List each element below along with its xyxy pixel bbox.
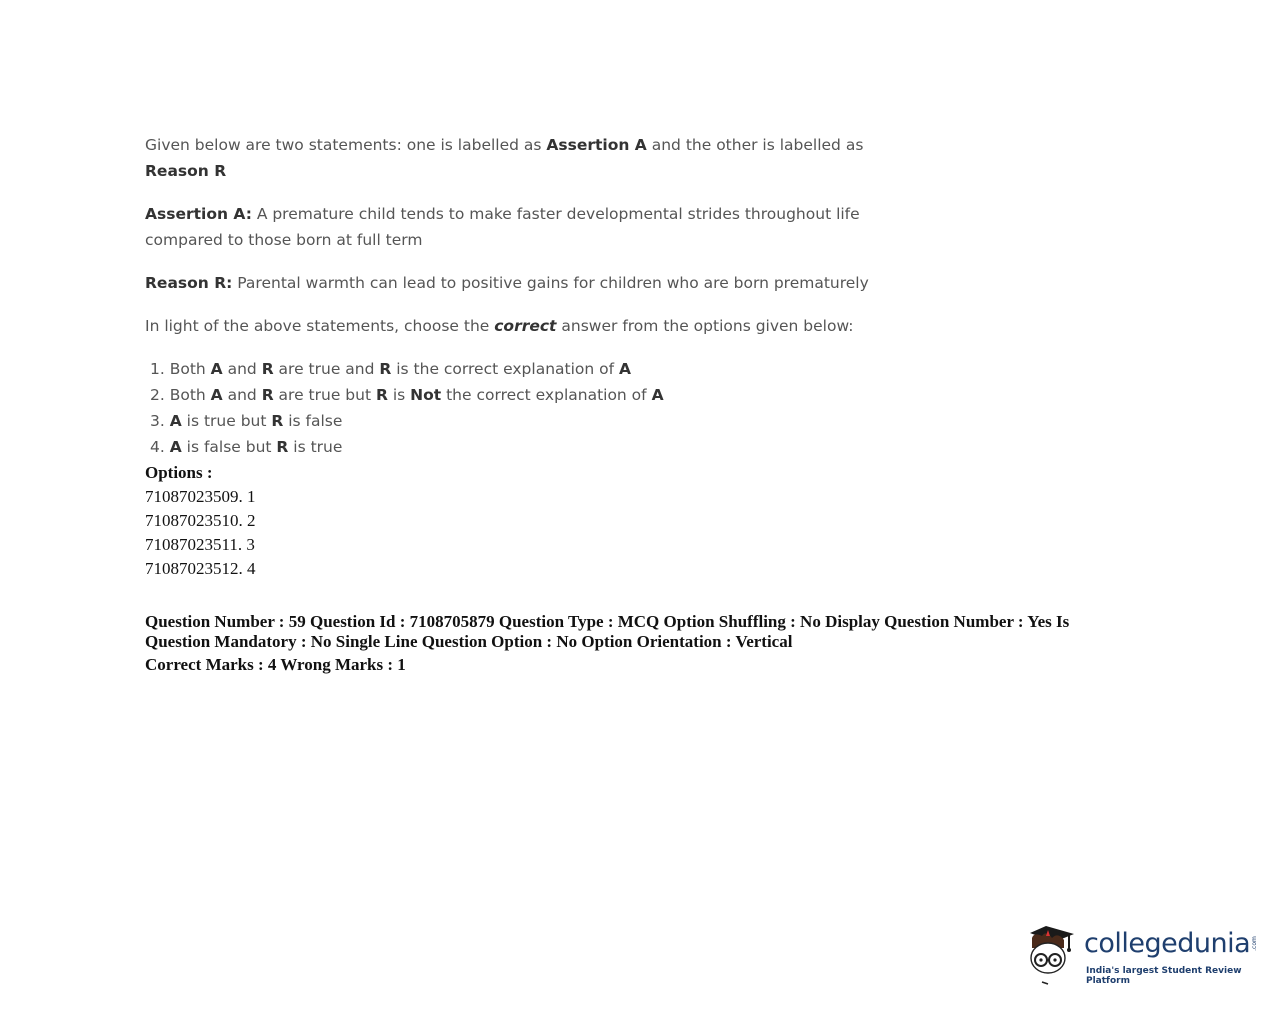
- logo-brand-text: collegedunia: [1084, 928, 1251, 959]
- assertion-statement: [145, 201, 905, 253]
- choice-bold: R: [261, 386, 274, 404]
- choice-text: are true and: [273, 360, 380, 378]
- choice-text: the correct explanation of: [441, 386, 652, 404]
- question-meta: [145, 612, 1105, 675]
- choice-bold: A: [619, 360, 631, 378]
- choice-text: is true: [288, 438, 343, 456]
- choice-bold: A: [210, 386, 223, 404]
- choice-bold: A: [651, 386, 664, 404]
- logo-tagline: India's largest Student Review Platform: [1086, 966, 1242, 986]
- choice-text: is the correct explanation of: [391, 360, 619, 378]
- option-item: 71087023510. 2: [145, 511, 256, 530]
- reason-text: Parental warmth can lead to positive gains for children who are born prematurely: [232, 274, 869, 292]
- choice-list: [145, 356, 905, 460]
- choice-text: and: [222, 386, 262, 404]
- choice-text: 1. Both: [150, 360, 211, 378]
- choice-bold: R: [379, 360, 392, 378]
- choice-bold: R: [276, 438, 289, 456]
- choice-bold: R: [271, 412, 284, 430]
- marks-line: Correct Marks : 4 Wrong Marks : 1: [145, 655, 406, 674]
- instruction-text-2: answer from the options given below:: [556, 317, 854, 335]
- choice-bold: A: [210, 360, 223, 378]
- instruction-text: In light of the above statements, choose the: [145, 317, 495, 335]
- choice-bold: A: [169, 438, 182, 456]
- reason-statement: [145, 270, 905, 296]
- intro-assertion-label: Assertion A: [546, 136, 647, 154]
- choice-text: is: [387, 386, 411, 404]
- choice-item: [150, 382, 905, 408]
- assertion-label: Assertion A:: [145, 205, 252, 223]
- question-block: [145, 132, 905, 460]
- choice-item: [150, 356, 905, 382]
- intro-text-2: and the other is labelled as: [646, 136, 864, 154]
- mascot-graduation-cap-icon: [1024, 918, 1086, 990]
- choice-text: and: [222, 360, 262, 378]
- instruction-emphasis: correct: [494, 317, 557, 335]
- option-item: 71087023512. 4: [145, 559, 256, 578]
- choice-text: is true but: [181, 412, 272, 430]
- instruction: [145, 313, 905, 339]
- logo-com-text: .com: [1250, 936, 1258, 951]
- choice-text: 3.: [150, 412, 170, 430]
- assertion-text: A premature child tends to make faster developmental strides throughout life compared to those born at full term: [145, 205, 860, 249]
- intro-text: Given below are two statements: one is labelled as: [145, 136, 547, 154]
- choice-item: [150, 434, 905, 460]
- option-item: 71087023509. 1: [145, 487, 256, 506]
- option-item: 71087023511. 3: [145, 535, 255, 554]
- choice-bold: R: [375, 386, 388, 404]
- choice-bold: A: [169, 412, 182, 430]
- question-intro: [145, 132, 905, 184]
- choice-text: are true but: [273, 386, 376, 404]
- collegedunia-logo: [1024, 918, 1264, 990]
- options-title: Options :: [145, 463, 213, 482]
- reason-label: Reason R:: [145, 274, 233, 292]
- choice-bold: Not: [410, 386, 442, 404]
- intro-reason-label: Reason R: [145, 162, 227, 180]
- choice-text: 4.: [150, 438, 170, 456]
- choice-bold: R: [261, 360, 274, 378]
- choice-item: [150, 408, 905, 434]
- choice-text: is false but: [181, 438, 277, 456]
- choice-text: is false: [283, 412, 343, 430]
- options-block: [145, 461, 256, 581]
- question-meta-line: Question Number : 59 Question Id : 7108705879 Question Type : MCQ Option Shuffling : No Display Question Number : Yes Is Question Mandatory : No Single Line Question Option : No Option Orientation : Vertical: [145, 612, 1070, 651]
- choice-text: 2. Both: [150, 386, 211, 404]
